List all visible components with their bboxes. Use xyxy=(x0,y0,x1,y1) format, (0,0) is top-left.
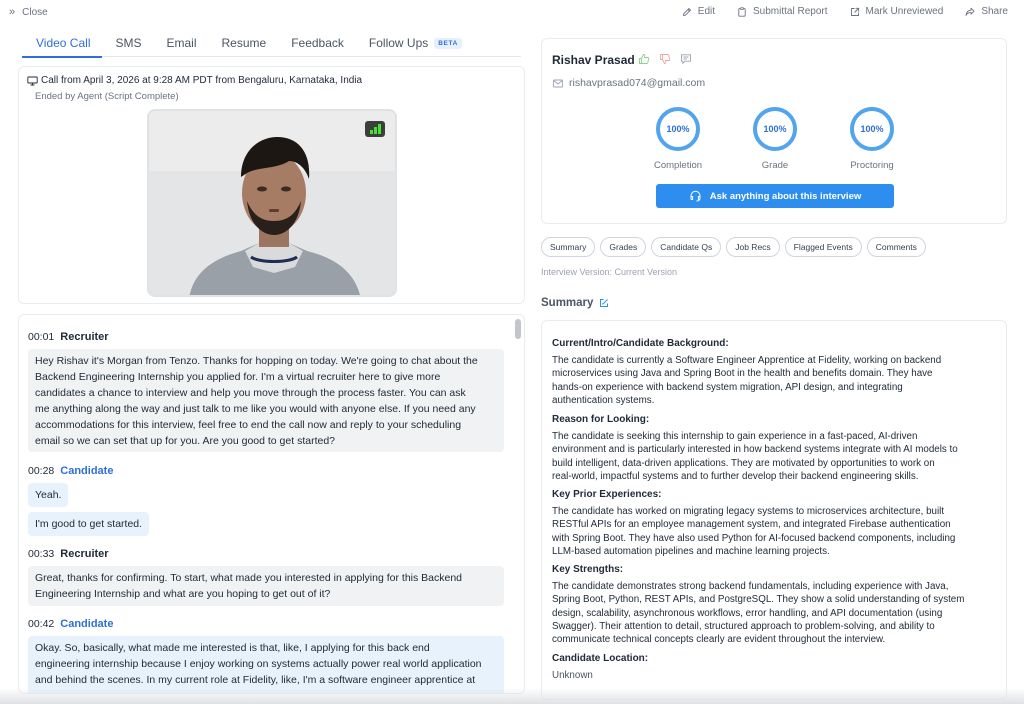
proctoring-ring: 100% xyxy=(850,107,894,151)
turn-time: 00:33 xyxy=(28,548,55,560)
candidate-profile-card xyxy=(541,38,1007,224)
body-line: microservices using Java and Spring Boot in the health and benefits domain. They have xyxy=(552,368,933,380)
section-heading: Candidate Location: xyxy=(552,653,649,664)
pill-summary[interactable]: Summary xyxy=(541,237,595,257)
edit-external-icon[interactable] xyxy=(599,298,609,308)
pill-grades[interactable]: Grades xyxy=(600,237,646,257)
section-body xyxy=(552,430,1002,483)
section-heading: Current/Intro/Candidate Background: xyxy=(552,338,729,349)
share-button[interactable] xyxy=(965,6,1008,17)
message-line: email so we can set that up for you. Are you good to get started? xyxy=(35,435,336,447)
transcript-scrollbar[interactable] xyxy=(515,319,521,339)
body-line: hands-on experience with backend system migration, API design, and integrating xyxy=(552,381,903,393)
proctoring-metric xyxy=(842,107,902,171)
tab-label: Feedback xyxy=(291,36,344,50)
message-line: engineering internship because I enjoy working on systems actually power real world application xyxy=(35,658,482,670)
submittal-report-label: Submittal Report xyxy=(753,6,828,17)
section-heading: Key Prior Experiences: xyxy=(552,489,662,500)
candidate-message: Yeah. xyxy=(28,483,68,507)
headset-icon xyxy=(689,190,702,202)
grade-ring: 100% xyxy=(753,107,797,151)
section-body xyxy=(552,505,1002,558)
section-body xyxy=(552,354,1002,407)
message-line: and behind the scenes. In my current role at Fidelity, like, I'm a software engineer apprentice at xyxy=(35,674,476,686)
summary-section xyxy=(552,653,1002,682)
grade-metric xyxy=(745,107,805,171)
tab-label: Video Call xyxy=(36,36,91,50)
body-line: Swagger). Their attention to detail, structured approach to problem-solving, and ability to xyxy=(552,620,935,632)
ask-label: Ask anything about this interview xyxy=(709,190,862,202)
turn-speaker: Candidate xyxy=(60,465,114,477)
tab-resume[interactable] xyxy=(222,34,267,57)
edit-button[interactable] xyxy=(682,6,715,17)
summary-section xyxy=(552,564,1002,646)
external-icon xyxy=(850,7,860,17)
candidate-email xyxy=(553,77,705,89)
section-heading: Key Strengths: xyxy=(552,564,624,575)
summary-section xyxy=(552,414,1002,483)
pill-candidate-qs[interactable]: Candidate Qs xyxy=(651,237,721,257)
tab-label: Resume xyxy=(221,36,267,50)
turn-time: 00:42 xyxy=(28,618,55,630)
pill-flagged-events[interactable]: Flagged Events xyxy=(785,237,862,257)
pill-job-recs[interactable]: Job Recs xyxy=(726,237,779,257)
message-line: Backend Engineering Internship you applied for. I'm a virtual recruiter here to give more xyxy=(35,371,441,383)
message-line: Great, thanks for confirming. To start, what made you interested in applying for this Backend xyxy=(35,572,463,584)
summary-title: Summary xyxy=(541,297,594,309)
body-line: real-world, impactful systems and to further develop their backend engineering skills. xyxy=(552,470,919,482)
edit-label: Edit xyxy=(697,6,716,17)
comment-icon[interactable] xyxy=(680,53,692,65)
pill-comments[interactable]: Comments xyxy=(867,237,926,257)
body-line: build intelligent, data-driven applications. They are motivated by opportunities to work on xyxy=(552,457,935,469)
transcript-turn xyxy=(28,465,113,477)
section-body xyxy=(552,669,1002,682)
action-bar xyxy=(682,6,1008,17)
body-line: authentication systems. xyxy=(552,394,655,406)
transcript-turn xyxy=(28,548,109,560)
tab-label: SMS xyxy=(115,36,142,50)
transcript-turn xyxy=(28,331,109,343)
bottom-shadow xyxy=(0,688,1024,704)
message-line: Okay. So, basically, what made me interested is that, like, I applying for this back end xyxy=(35,642,430,654)
summary-section xyxy=(552,338,1002,407)
beta-badge: BETA xyxy=(434,38,462,49)
turn-speaker: Recruiter xyxy=(60,548,109,560)
recruiter-message xyxy=(28,349,504,452)
candidate-message: I'm good to get started. xyxy=(28,512,149,536)
interview-version: Interview Version: Current Version xyxy=(541,267,678,277)
completion-metric xyxy=(648,107,708,171)
tab-email[interactable] xyxy=(167,34,197,57)
tab-bar xyxy=(22,34,521,57)
call-info-text: Call from April 3, 2026 at 9:28 AM PDT from Bengaluru, Karnataka, India xyxy=(41,75,363,86)
tab-follow-ups[interactable] xyxy=(369,34,462,57)
message-line: candidates a chance to interview and help you move through the process faster. You can ask xyxy=(35,387,466,399)
transcript-turn xyxy=(28,618,113,630)
candidate-name: Rishav Prasad xyxy=(552,53,635,67)
email-text: rishavprasad074@gmail.com xyxy=(569,77,706,89)
candidate-message xyxy=(28,636,504,694)
body-line: environment and is particularly interested in how backend systems integrate with AI models to xyxy=(552,444,958,456)
metric-label: Completion xyxy=(653,160,703,171)
section-heading: Reason for Looking: xyxy=(552,414,650,425)
section-body xyxy=(552,580,1002,646)
mail-icon xyxy=(553,79,563,88)
turn-speaker: Recruiter xyxy=(60,331,109,343)
metric-label: Proctoring xyxy=(850,160,894,171)
body-line: Unknown xyxy=(552,670,593,681)
call-card xyxy=(18,66,525,304)
share-label: Share xyxy=(981,6,1008,17)
submittal-report-button[interactable] xyxy=(737,6,827,17)
metric-label: Grade xyxy=(761,160,789,171)
summary-section xyxy=(552,489,1002,558)
body-line: The candidate is currently a Software Engineer Apprentice at Fidelity, working on backend xyxy=(552,355,942,366)
double-chevron-right-icon: » xyxy=(9,6,15,18)
call-info xyxy=(27,75,362,86)
body-line: design, scalability, asynchronous workflows, error handling, and API documentation (using xyxy=(552,607,943,619)
share-icon xyxy=(965,7,975,17)
message-line: accommodations for this interview, feel free to end the call now and reply to your scheduling xyxy=(35,419,462,431)
body-line: Spring Boot, Python, REST APIs, and PostgreSQL. They show a solid understanding of system xyxy=(552,594,965,606)
close-label: Close xyxy=(22,6,48,18)
message-line: Engineering Internship and what are you hoping to get out of it? xyxy=(35,588,331,600)
turn-speaker: Candidate xyxy=(60,618,114,630)
body-line: RESTful APIs for an employee management system, and integrated Firebase authentication xyxy=(552,519,951,531)
body-line: with Spring Boot. They have also used Python for AI-focused backend components, including xyxy=(552,532,956,544)
tab-label: Email xyxy=(166,36,197,50)
ask-interview-button[interactable] xyxy=(656,184,894,208)
recruiter-message xyxy=(28,566,504,606)
summary-card xyxy=(541,320,1007,700)
body-line: LLM-based automation pipelines and machine learning projects. xyxy=(552,545,830,557)
tab-sms[interactable] xyxy=(115,34,141,57)
video-player[interactable] xyxy=(147,109,397,297)
top-bar xyxy=(0,0,1024,24)
transcript-panel[interactable] xyxy=(18,314,525,694)
thumbs-down-icon[interactable] xyxy=(659,53,671,65)
close-button[interactable] xyxy=(9,6,48,18)
turn-time: 00:28 xyxy=(28,465,55,477)
feedback-icons xyxy=(638,53,692,65)
candidate-video-frame xyxy=(149,111,397,297)
monitor-icon xyxy=(27,76,38,86)
signal-strength-icon xyxy=(365,121,385,137)
pencil-icon xyxy=(682,7,692,17)
call-ended-text: Ended by Agent (Script Complete) xyxy=(35,91,179,102)
summary-tabs xyxy=(541,237,926,257)
message-line: Hey Rishav it's Morgan from Tenzo. Thanks for hopping on today. We're going to chat about the xyxy=(35,355,478,367)
message-line: me anything along the way and just talk to me like you would with anyone else. If you need any xyxy=(35,403,476,415)
tab-video-call[interactable] xyxy=(22,34,90,57)
mark-unreviewed-button[interactable] xyxy=(850,6,944,17)
tab-feedback[interactable] xyxy=(291,34,344,57)
body-line: The candidate is seeking this internship to gain experience in a fast-paced, AI-driven xyxy=(552,431,918,442)
mark-unreviewed-label: Mark Unreviewed xyxy=(865,6,944,17)
body-line: The candidate has worked on migrating legacy systems to microservices architecture, built xyxy=(552,506,945,517)
clipboard-icon xyxy=(737,7,747,17)
summary-heading xyxy=(541,297,609,309)
tab-label: Follow Ups xyxy=(368,36,429,50)
body-line: communicate technical concepts clearly are evident throughout the interview. xyxy=(552,634,886,646)
completion-ring: 100% xyxy=(656,107,700,151)
turn-time: 00:01 xyxy=(28,331,55,343)
body-line: The candidate demonstrates strong backend fundamentals, including experience with Java, xyxy=(552,581,949,592)
thumbs-up-icon[interactable] xyxy=(638,53,650,65)
